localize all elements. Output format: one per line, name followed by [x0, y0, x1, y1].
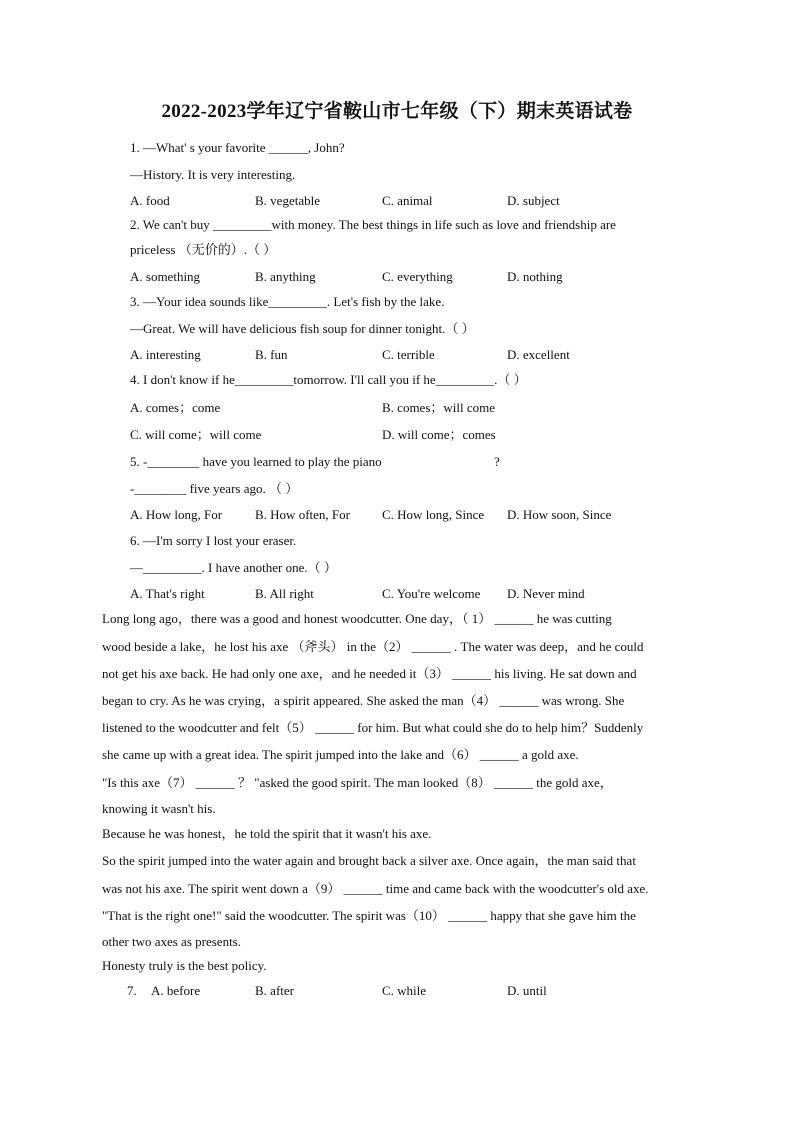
passage-line: she came up with a great idea. The spirit jumped into the lake and（6） ______ a gold axe. [102, 747, 579, 762]
q7-option-c: C. while [382, 983, 427, 998]
passage-line: wood beside a lake，he lost his axe （斧头） in the（2） ______ . The water was deep，and he could [102, 639, 644, 654]
q1-option-d: D. subject [507, 193, 560, 208]
q2-option-c: C. everything [382, 269, 453, 284]
q6-option-c: C. You're welcome [382, 586, 481, 601]
q5-option-c: C. How long, Since [382, 507, 485, 522]
question-6-reply: —_________. I have another one.（ ） [130, 560, 337, 575]
q4-option-a: A. comes；come [130, 400, 221, 415]
passage-line: not get his axe back. He had only one axe，and he needed it（3） ______ his living. He sat down and [102, 666, 637, 681]
passage-line: began to cry. As he was crying，a spirit appeared. She asked the man（4） ______ was wrong. She [102, 693, 625, 708]
question-3-stem: 3. —Your idea sounds like_________. Let's fish by the lake. [130, 294, 445, 309]
q7-option-b: B. after [255, 983, 294, 998]
q6-option-d: D. Never mind [507, 586, 585, 601]
q4-option-c: C. will come；will come [130, 427, 262, 442]
question-3-reply: —Great. We will have delicious fish soup for dinner tonight.（ ） [130, 321, 475, 336]
q3-option-c: C. terrible [382, 347, 435, 362]
question-1-stem: 1. —What' s your favorite ______, John? [130, 140, 345, 155]
passage-line: was not his axe. The spirit went down a（9） ______ time and came back with the woodcutter's old axe. [102, 881, 649, 896]
question-6-stem: 6. —I'm sorry I lost your eraser. [130, 533, 297, 548]
question-5-question-mark: ? [494, 454, 500, 469]
q5-option-d: D. How soon, Since [507, 507, 612, 522]
question-2-stem: 2. We can't buy _________with money. The best things in life such as love and friendship are [130, 217, 616, 232]
q2-option-a: A. something [130, 269, 201, 284]
q4-option-d: D. will come；comes [382, 427, 496, 442]
question-5-stem: 5. -________ have you learned to play the piano [130, 454, 382, 469]
q4-option-b: B. comes；will come [382, 400, 496, 415]
question-5-reply: -________ five years ago. （ ） [130, 481, 299, 496]
q1-option-c: C. animal [382, 193, 433, 208]
passage-line: Honesty truly is the best policy. [102, 958, 267, 973]
q1-option-b: B. vegetable [255, 193, 320, 208]
q7-option-a: A. before [151, 983, 201, 998]
passage-line: knowing it wasn't his. [102, 801, 216, 816]
q6-option-a: A. That's right [130, 586, 205, 601]
q1-option-a: A. food [130, 193, 170, 208]
question-2-stem-cont: priceless （无价的）.（ ） [130, 242, 277, 257]
q2-option-d: D. nothing [507, 269, 563, 284]
passage-line: listened to the woodcutter and felt（5） ______ for him. But what could she do to help him？Suddenly [102, 720, 644, 735]
q3-option-b: B. fun [255, 347, 288, 362]
question-4-stem: 4. I don't know if he_________tomorrow. I'll call you if he_________.（ ） [130, 372, 527, 387]
q5-option-b: B. How often, For [255, 507, 350, 522]
q3-option-a: A. interesting [130, 347, 201, 362]
passage-line: Because he was honest，he told the spirit that it wasn't his axe. [102, 826, 432, 841]
q3-option-d: D. excellent [507, 347, 570, 362]
passage-line: Long long ago，there was a good and honest woodcutter. One day，（ 1） ______ he was cutting [102, 611, 612, 626]
passage-line: So the spirit jumped into the water again and brought back a silver axe. Once again，the man said that [102, 853, 636, 868]
question-1-reply: —History. It is very interesting. [130, 167, 296, 182]
passage-line: other two axes as presents. [102, 934, 241, 949]
page-title: 2022-2023学年辽宁省鞍山市七年级（下）期末英语试卷 [161, 101, 633, 122]
passage-line: "That is the right one!" said the woodcutter. The spirit was（10） ______ happy that she gave him the [102, 908, 636, 923]
passage-line: "Is this axe（7） ______ ？ "asked the good spirit. The man looked（8） ______ the gold axe， [102, 775, 613, 790]
q6-option-b: B. All right [255, 586, 314, 601]
q5-option-a: A. How long, For [130, 507, 223, 522]
question-7-number: 7. [127, 983, 137, 998]
q2-option-b: B. anything [255, 269, 316, 284]
q7-option-d: D. until [507, 983, 547, 998]
